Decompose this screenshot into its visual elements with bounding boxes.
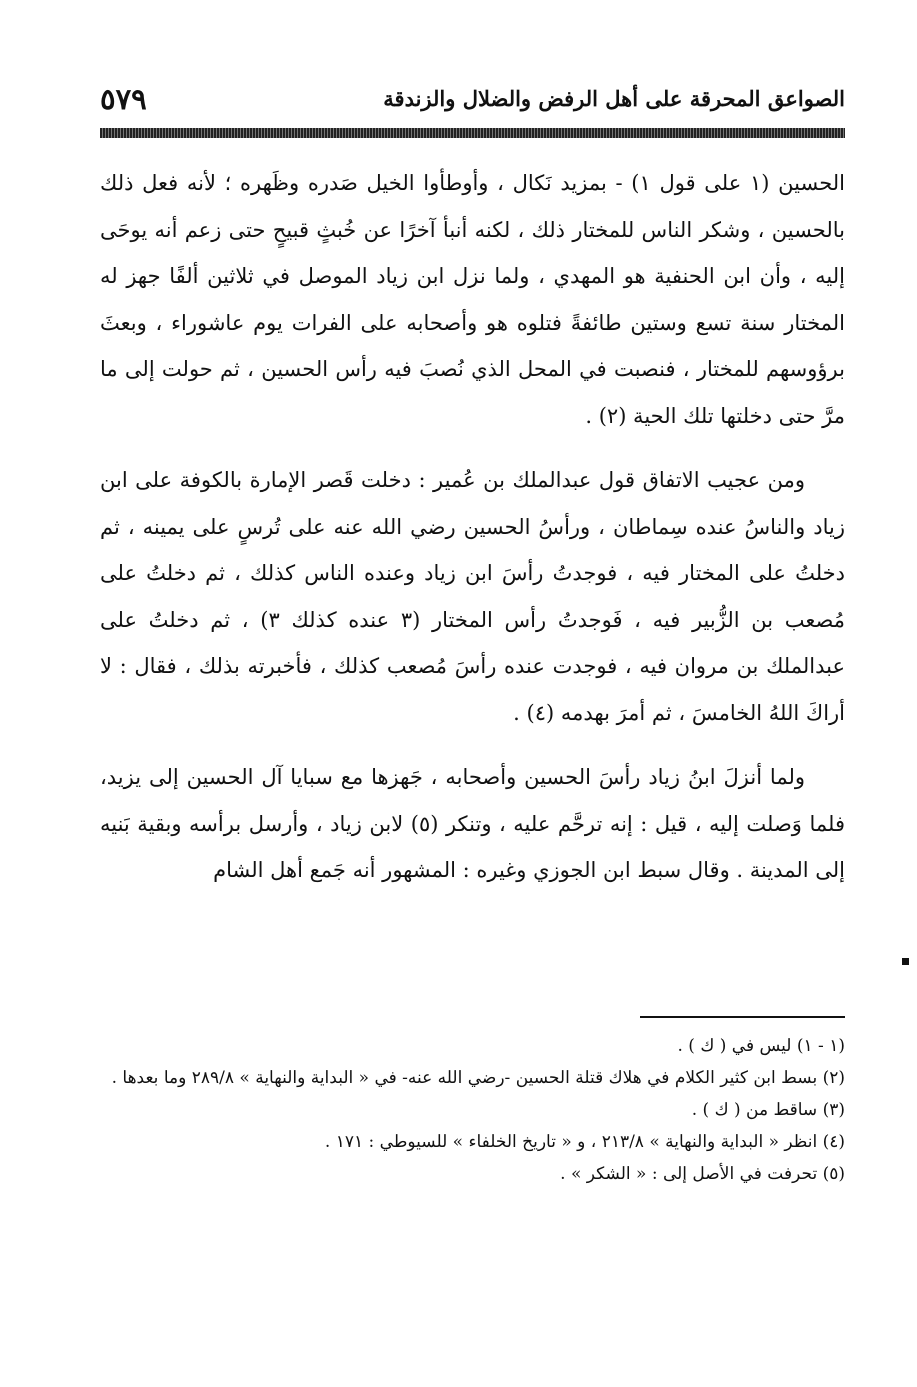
- footnote: (٤) انظر « البداية والنهاية » ٢١٣/٨ ، و « تاريخ الخلفاء » للسيوطي : ١٧١ .: [324, 1132, 845, 1152]
- page-number: ٥٧٩: [100, 82, 147, 116]
- header-rule: [100, 128, 845, 138]
- main-text: [100, 160, 845, 894]
- running-title: الصواعق المحرقة على أهل الرفض والضلال والزندقة: [383, 86, 845, 111]
- margin-mark: [902, 958, 909, 965]
- footnote: (٣) ساقط من ( ك ) .: [691, 1100, 845, 1120]
- footnotes: [100, 1030, 845, 1190]
- footnote: (١ - ١) ليس في ( ك ) .: [677, 1036, 845, 1056]
- footnote: (٢) بسط ابن كثير الكلام في هلاك قتلة الحسين -رضي الله عنه- في « البداية والنهاية » ٢٨٩/٨ وما بعدها .: [111, 1068, 845, 1088]
- footnote: (٥) تحرفت في الأصل إلى : « الشكر » .: [560, 1164, 845, 1184]
- paragraph: ولما أنزلَ ابنُ زياد رأسَ الحسين وأصحابه ، جَهزها مع سبايا آل الحسين إلى يزيد، فلما وَصلت إليه ، قيل : إنه ترحَّم عليه ، وتنكر (٥) لابن زياد ، وأرسل برأسه وبقية بَنيه إلى المدينة . وقال سبط ابن الجوزي وغيره : المشهور أنه جَمع أهل الشام: [100, 765, 845, 882]
- paragraph: ومن عجيب الاتفاق قول عبدالملك بن عُمير : دخلت قَصر الإمارة بالكوفة على ابن زياد والناسُ عنده سِماطان ، ورأسُ الحسين رضي الله عنه على تُرسٍ على يمينه ، ثم دخلتُ على المختار فيه ، فوجدتُ رأسَ ابن زياد وعنده الناس كذلك ، ثم دخلتُ على مُصعب بن الزُّبير فيه ، فَوجدتُ رأس المختار (٣ عنده كذلك ٣) ، ثم دخلتُ على عبدالملك بن مروان فيه ، فوجدت عنده رأسَ مُصعب كذلك ، فأخبرته بذلك ، فقال : لا أراكَ اللهُ الخامسَ ، ثم أمرَ بهدمه (٤) .: [100, 468, 845, 725]
- page-header: [100, 82, 845, 122]
- paragraph: الحسين (١ على قول ١) - بمزيد نَكال ، وأوطأوا الخيل صَدره وظَهره ؛ لأنه فعل ذلك بالحسين ، وشكر الناس للمختار ذلك ، لكنه أنبأ آخرًا عن خُبثٍ قبيحٍ حتى زعم أنه يوحَى إليه ، وأن ابن الحنفية هو المهدي ، ولما نزل ابن زياد الموصل في ثلاثين ألفًا جهز له المختار سنة تسع وستين طائفةً فتلوه هو وأصحابه على الفرات يوم عاشوراء ، وبعثَ برؤوسهم للمختار ، فنصبت في المحل الذي نُصبَ فيه رأس الحسين ، ثم حولت إلى ما مرَّ حتى دخلتها تلك الحية (٢) .: [100, 171, 845, 428]
- footnote-separator: [640, 1016, 845, 1018]
